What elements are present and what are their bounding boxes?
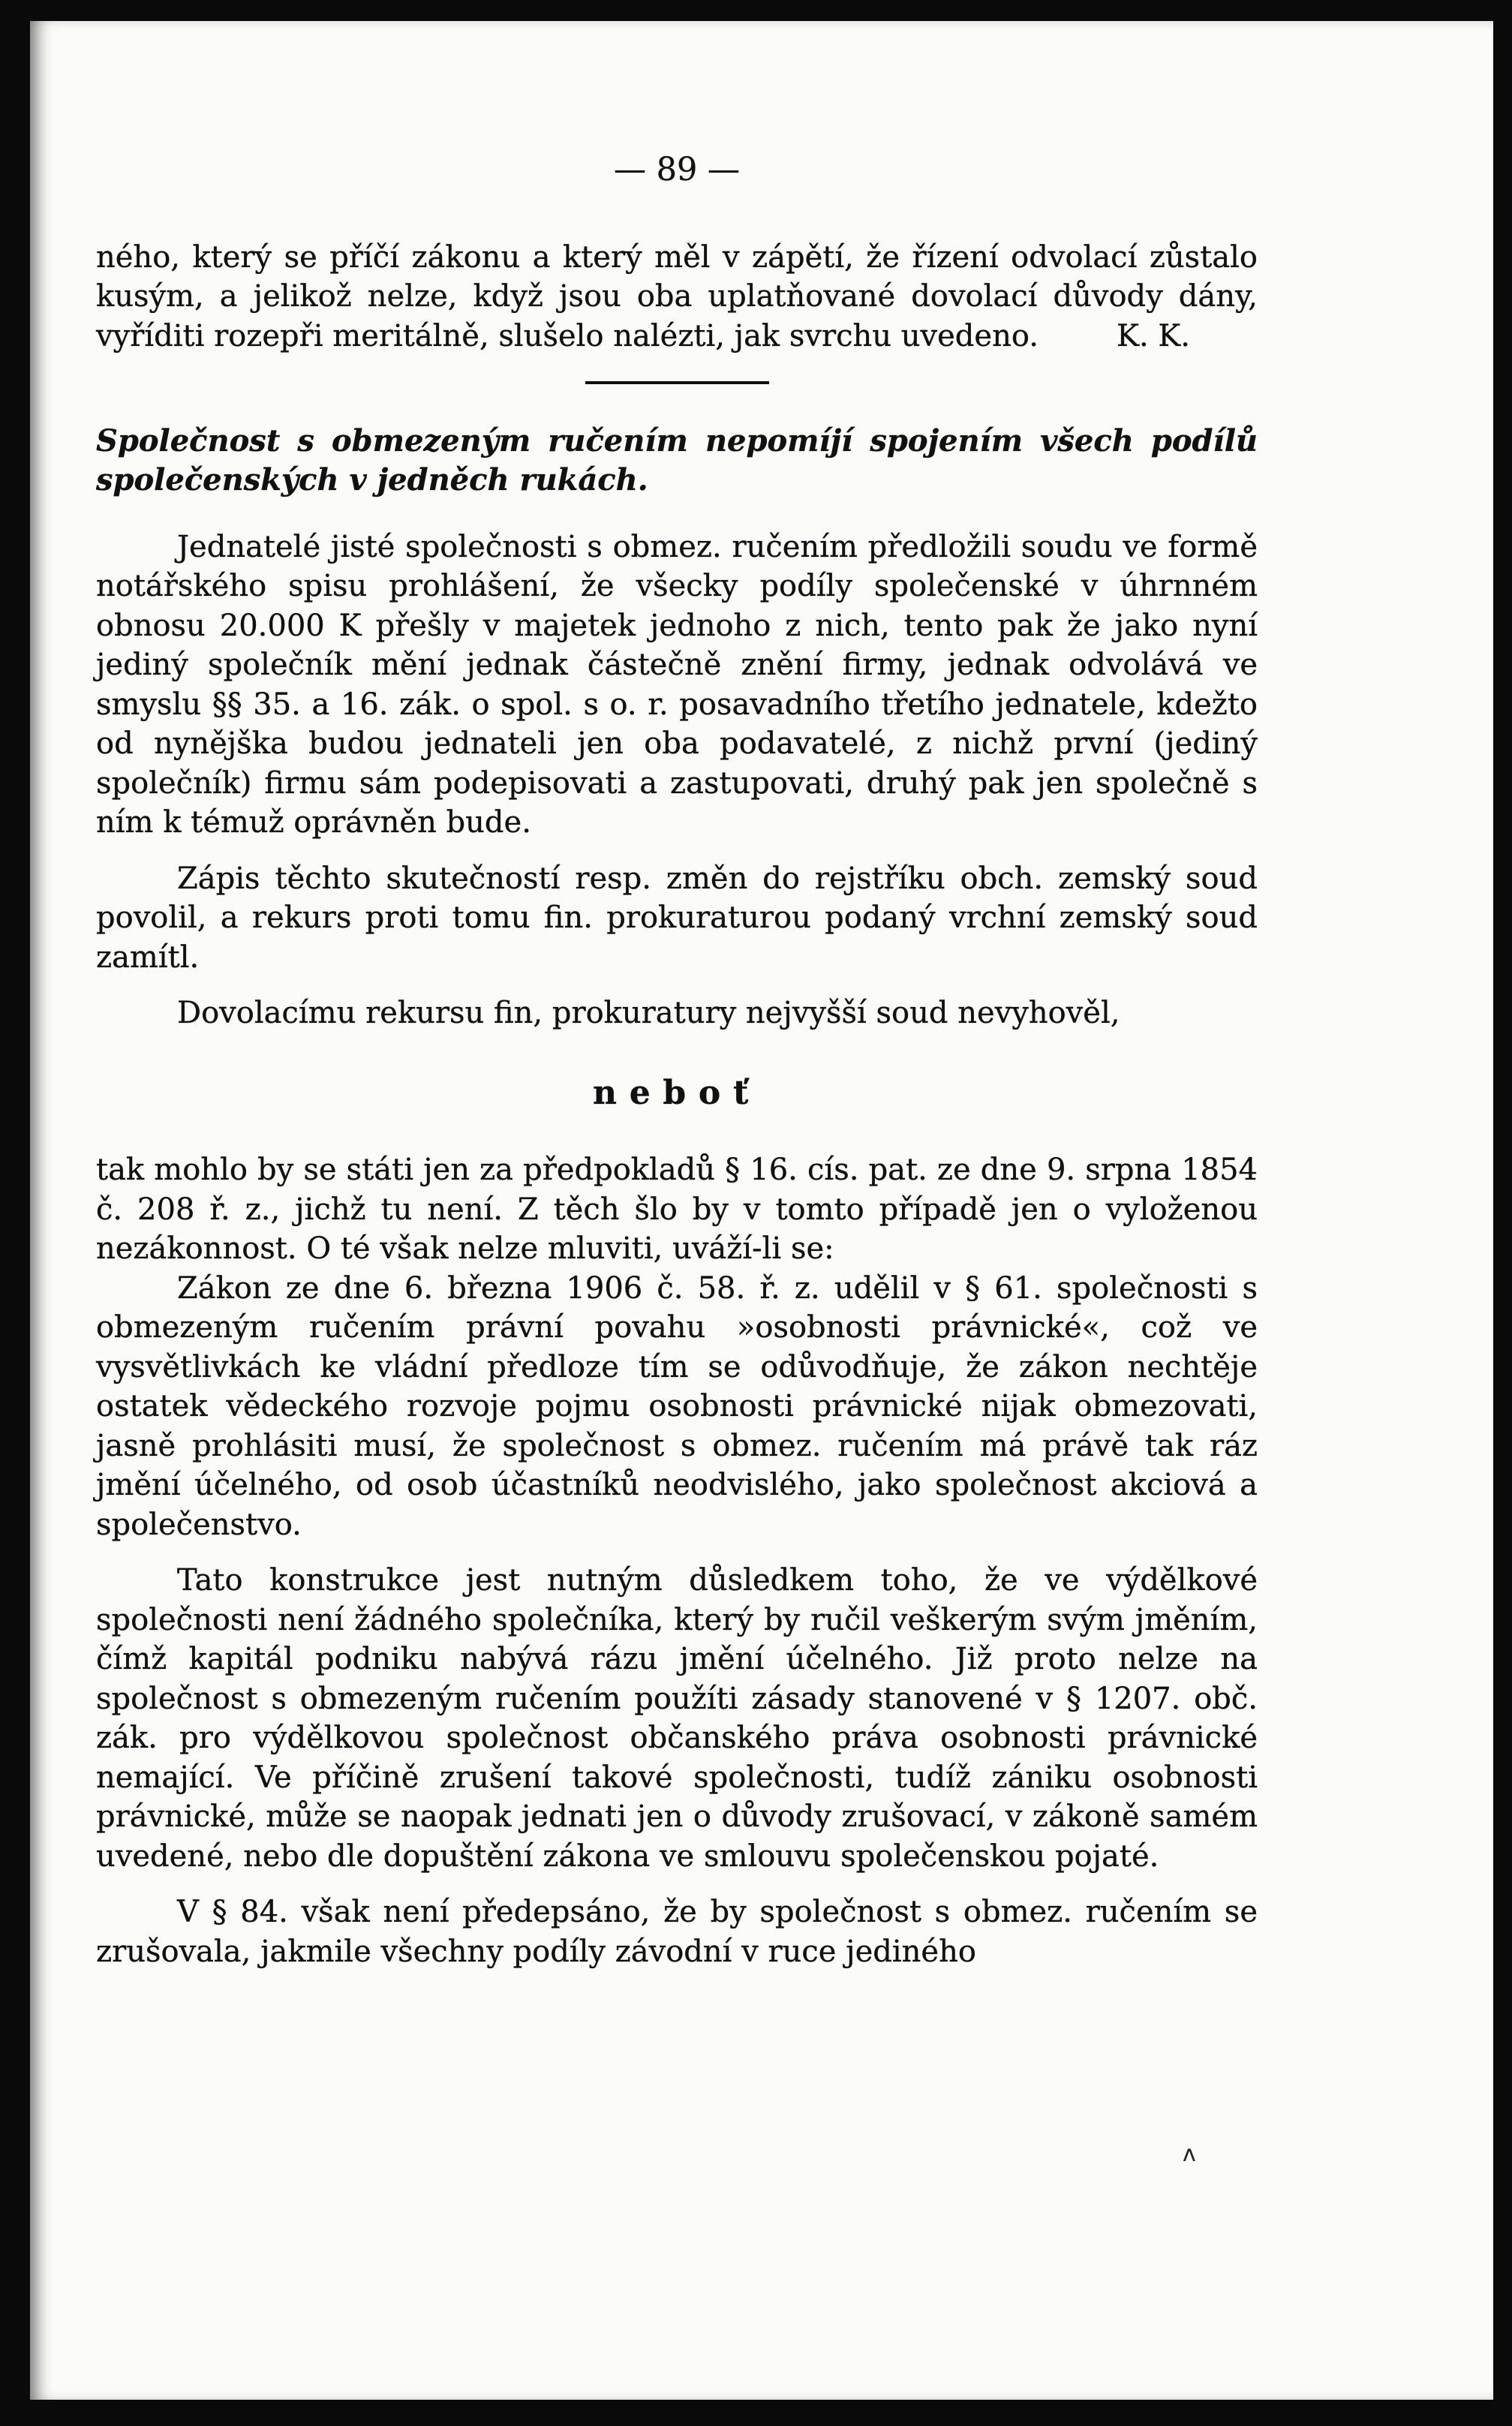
decision-heading: Společnost s obmezeným ručením nepomíjí spojením všech podílů společenských v jedněch rukách. (96, 422, 1258, 498)
paragraph-2: Jednatelé jisté společnosti s obmez. ručením předložili soudu ve formě notářského spisu prohlášení, že všecky podíly společenské v úhrnném obnosu 20.000 K přešly v majetek jednoho z nich, tento pak že jako nyní jediný společník mění jednak částečně znění firmy, jednak odvolává ve smyslu §§ 35. a 16. zák. o spol. s o. r. posavadního třetího jednatele, kdežto od nynějška budou jednateli jen oba podavatelé, z nichž první (jediný společník) firmu sám podepisovati a zastupovati, druhý pak jen společně s ním k témuž oprávněn bude. (96, 529, 1258, 840)
paragraph-3: Zápis těchto skutečností resp. změn do rejstříku obch. zemský soud povolil, a rekurs proti tomu fin. prokuraturou podaný vrchní zemský soud zamítl. (96, 861, 1258, 975)
paragraph-7: Tato konstrukce jest nutným důsledkem toho, že ve výdělkové společnosti není žádného společníka, který by ručil veškerým svým jměním, čímž kapitál podniku nabývá rázu jmění účelného. Již proto nelze na společnost s obmezeným ručením použíti zásady stanovené v § 1207. obč. zák. pro výdělkovou společnost občanského práva osobnosti právnické nemající. Ve příčině zrušení takové společnosti, tudíž zániku osobnosti právnické, může se naopak jednati jen o důvody zrušovací, v zákoně samém uvedené, nebo dle dopuštění zákona ve smlouvu společenskou pojaté. (96, 1563, 1258, 1874)
divider (585, 381, 769, 384)
page-text (96, 150, 1258, 1971)
signature: K. K. (1117, 319, 1190, 353)
paragraph-5: tak mohlo by se státi jen za předpokladů § 16. cís. pat. ze dne 9. srpna 1854 č. 208 ř. z., jichž tu není. Z těch šlo by v tomto případě jen o vyloženou nezákonnost. O té však nelze mluviti, uváží-li se: (96, 1153, 1258, 1266)
paragraph-6: Zákon ze dne 6. března 1906 č. 58. ř. z. udělil v § 61. společnosti s obmezeným ručením právní povahu »osobnosti právnické«, což ve vysvětlivkách ke vládní předloze tím se odůvodňuje, že zákon nechtěje ostatek vědeckého rozvoje pojmu osobnosti právnické nijak obmezovati, jasně prohlásiti musí, že společnost s obmez. ručením má právě tak ráz jmění účelného, od osob účastníků neodvislého, jako společnost akciová a společenstvo. (96, 1270, 1258, 1542)
page-number: — 89 — (613, 151, 741, 188)
paragraph-4: Dovolacímu rekursu fin, prokuratury nejvyšší soud nevyhověl, (177, 996, 1120, 1030)
catchword-mark: ʌ (1183, 2141, 1196, 2167)
nebot-heading: neboť (592, 1073, 762, 1112)
paragraph-8: V § 84. však není předepsáno, že by společnost s obmez. ručením se zrušovala, jakmile všechny podíly závodní v ruce jediného (96, 1895, 1258, 1969)
paragraph-1: ného, který se příčí zákonu a který měl v zápětí, že řízení odvolací zůstalo kusým, a jelikož nelze, když jsou oba uplatňované dovolací důvody dány, vyříditi rozepři meritálně, slušelo nalézti, jak svrchu uvedeno. (96, 239, 1258, 353)
